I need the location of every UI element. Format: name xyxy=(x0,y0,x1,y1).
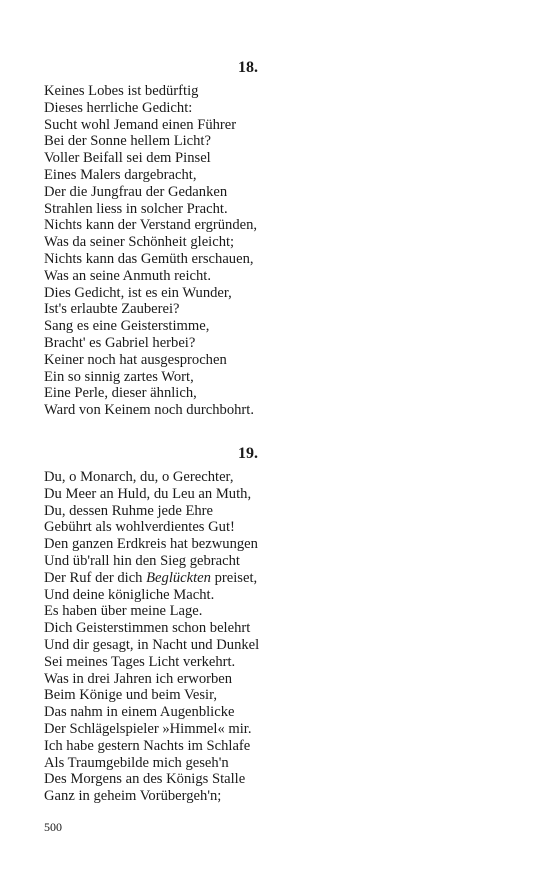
poem-line: Nichts kann das Gemüth erschauen, xyxy=(44,250,254,267)
poem-line: Und dir gesagt, in Nacht und Dunkel xyxy=(44,636,260,653)
poem-18-text xyxy=(44,83,504,419)
poem-line: Des Morgens an des Königs Stalle xyxy=(44,771,246,788)
poem-line: Ward von Keinem noch durchbohrt. xyxy=(44,402,254,419)
poem-line: Ganz in geheim Vorübergeh'n; xyxy=(44,788,222,805)
poem-line: Eines Malers dargebracht, xyxy=(44,166,197,183)
poem-number-18: 18. xyxy=(238,59,258,76)
poem-line: Sang es eine Geisterstimme, xyxy=(44,318,210,335)
poem-line: Es haben über meine Lage. xyxy=(44,603,203,620)
poem-line: Du, o Monarch, du, o Gerechter, xyxy=(44,469,234,485)
poem-line: Nichts kann der Verstand ergründen, xyxy=(44,217,258,234)
poem-line: Ist's erlaubte Zauberei? xyxy=(44,301,180,318)
poem-line: Bracht' es Gabriel herbei? xyxy=(44,334,196,351)
poem-line: Eine Perle, dieser ähnlich, xyxy=(44,385,197,402)
poem-line: Du Meer an Huld, du Leu an Muth, xyxy=(44,485,252,502)
poem-line: Und deine königliche Macht. xyxy=(44,586,215,603)
poem-line: Dieses herrliche Gedicht: xyxy=(44,99,193,116)
poem-line: Strahlen liess in solcher Pracht. xyxy=(44,200,228,217)
poem-line-with-italic xyxy=(44,570,504,587)
poem-line: Sei meines Tages Licht verkehrt. xyxy=(44,653,236,670)
poem-line: Und üb'rall hin den Sieg gebracht xyxy=(44,552,240,569)
italic-word: Beglückten xyxy=(146,569,211,586)
poem-number-19: 19. xyxy=(238,445,258,462)
page-number: 500 xyxy=(44,820,62,834)
poem-line: Dies Gedicht, ist es ein Wunder, xyxy=(44,284,232,301)
poem-line: Beim Könige und beim Vesir, xyxy=(44,687,218,704)
poem-line: Keiner noch hat ausgesprochen xyxy=(44,351,227,368)
poem-19-text xyxy=(44,469,504,805)
poem-line: Bei der Sonne hellem Licht? xyxy=(44,133,211,150)
line-text: Der Ruf der dich xyxy=(44,569,147,586)
poem-line: Was in drei Jahren ich erworben xyxy=(44,670,233,687)
poem-line: Ich habe gestern Nachts im Schlafe xyxy=(44,737,251,754)
poem-line: Voller Beifall sei dem Pinsel xyxy=(44,150,211,167)
poem-line: Was an seine Anmuth reicht. xyxy=(44,267,212,284)
poem-line: Das nahm in einem Augenblicke xyxy=(44,704,235,721)
poem-line: Den ganzen Erdkreis hat bezwungen xyxy=(44,536,258,553)
poem-line: Als Traumgebilde mich geseh'n xyxy=(44,754,229,771)
poem-line: Gebührt als wohlverdientes Gut! xyxy=(44,519,235,536)
poem-line: Der die Jungfrau der Gedanken xyxy=(44,183,228,200)
poem-line: Ein so sinnig zartes Wort, xyxy=(44,368,194,385)
poem-line: Was da seiner Schönheit gleicht; xyxy=(44,234,235,251)
poem-line: Sucht wohl Jemand einen Führer xyxy=(44,116,237,133)
poem-line: Der Schlägelspieler »Himmel« mir. xyxy=(44,720,252,737)
poem-line: Keines Lobes ist bedürftig xyxy=(44,83,199,99)
line-text: preiset, xyxy=(210,569,258,586)
poem-line: Dich Geisterstimmen schon belehrt xyxy=(44,620,251,637)
poem-line: Du, dessen Ruhme jede Ehre xyxy=(44,502,213,519)
